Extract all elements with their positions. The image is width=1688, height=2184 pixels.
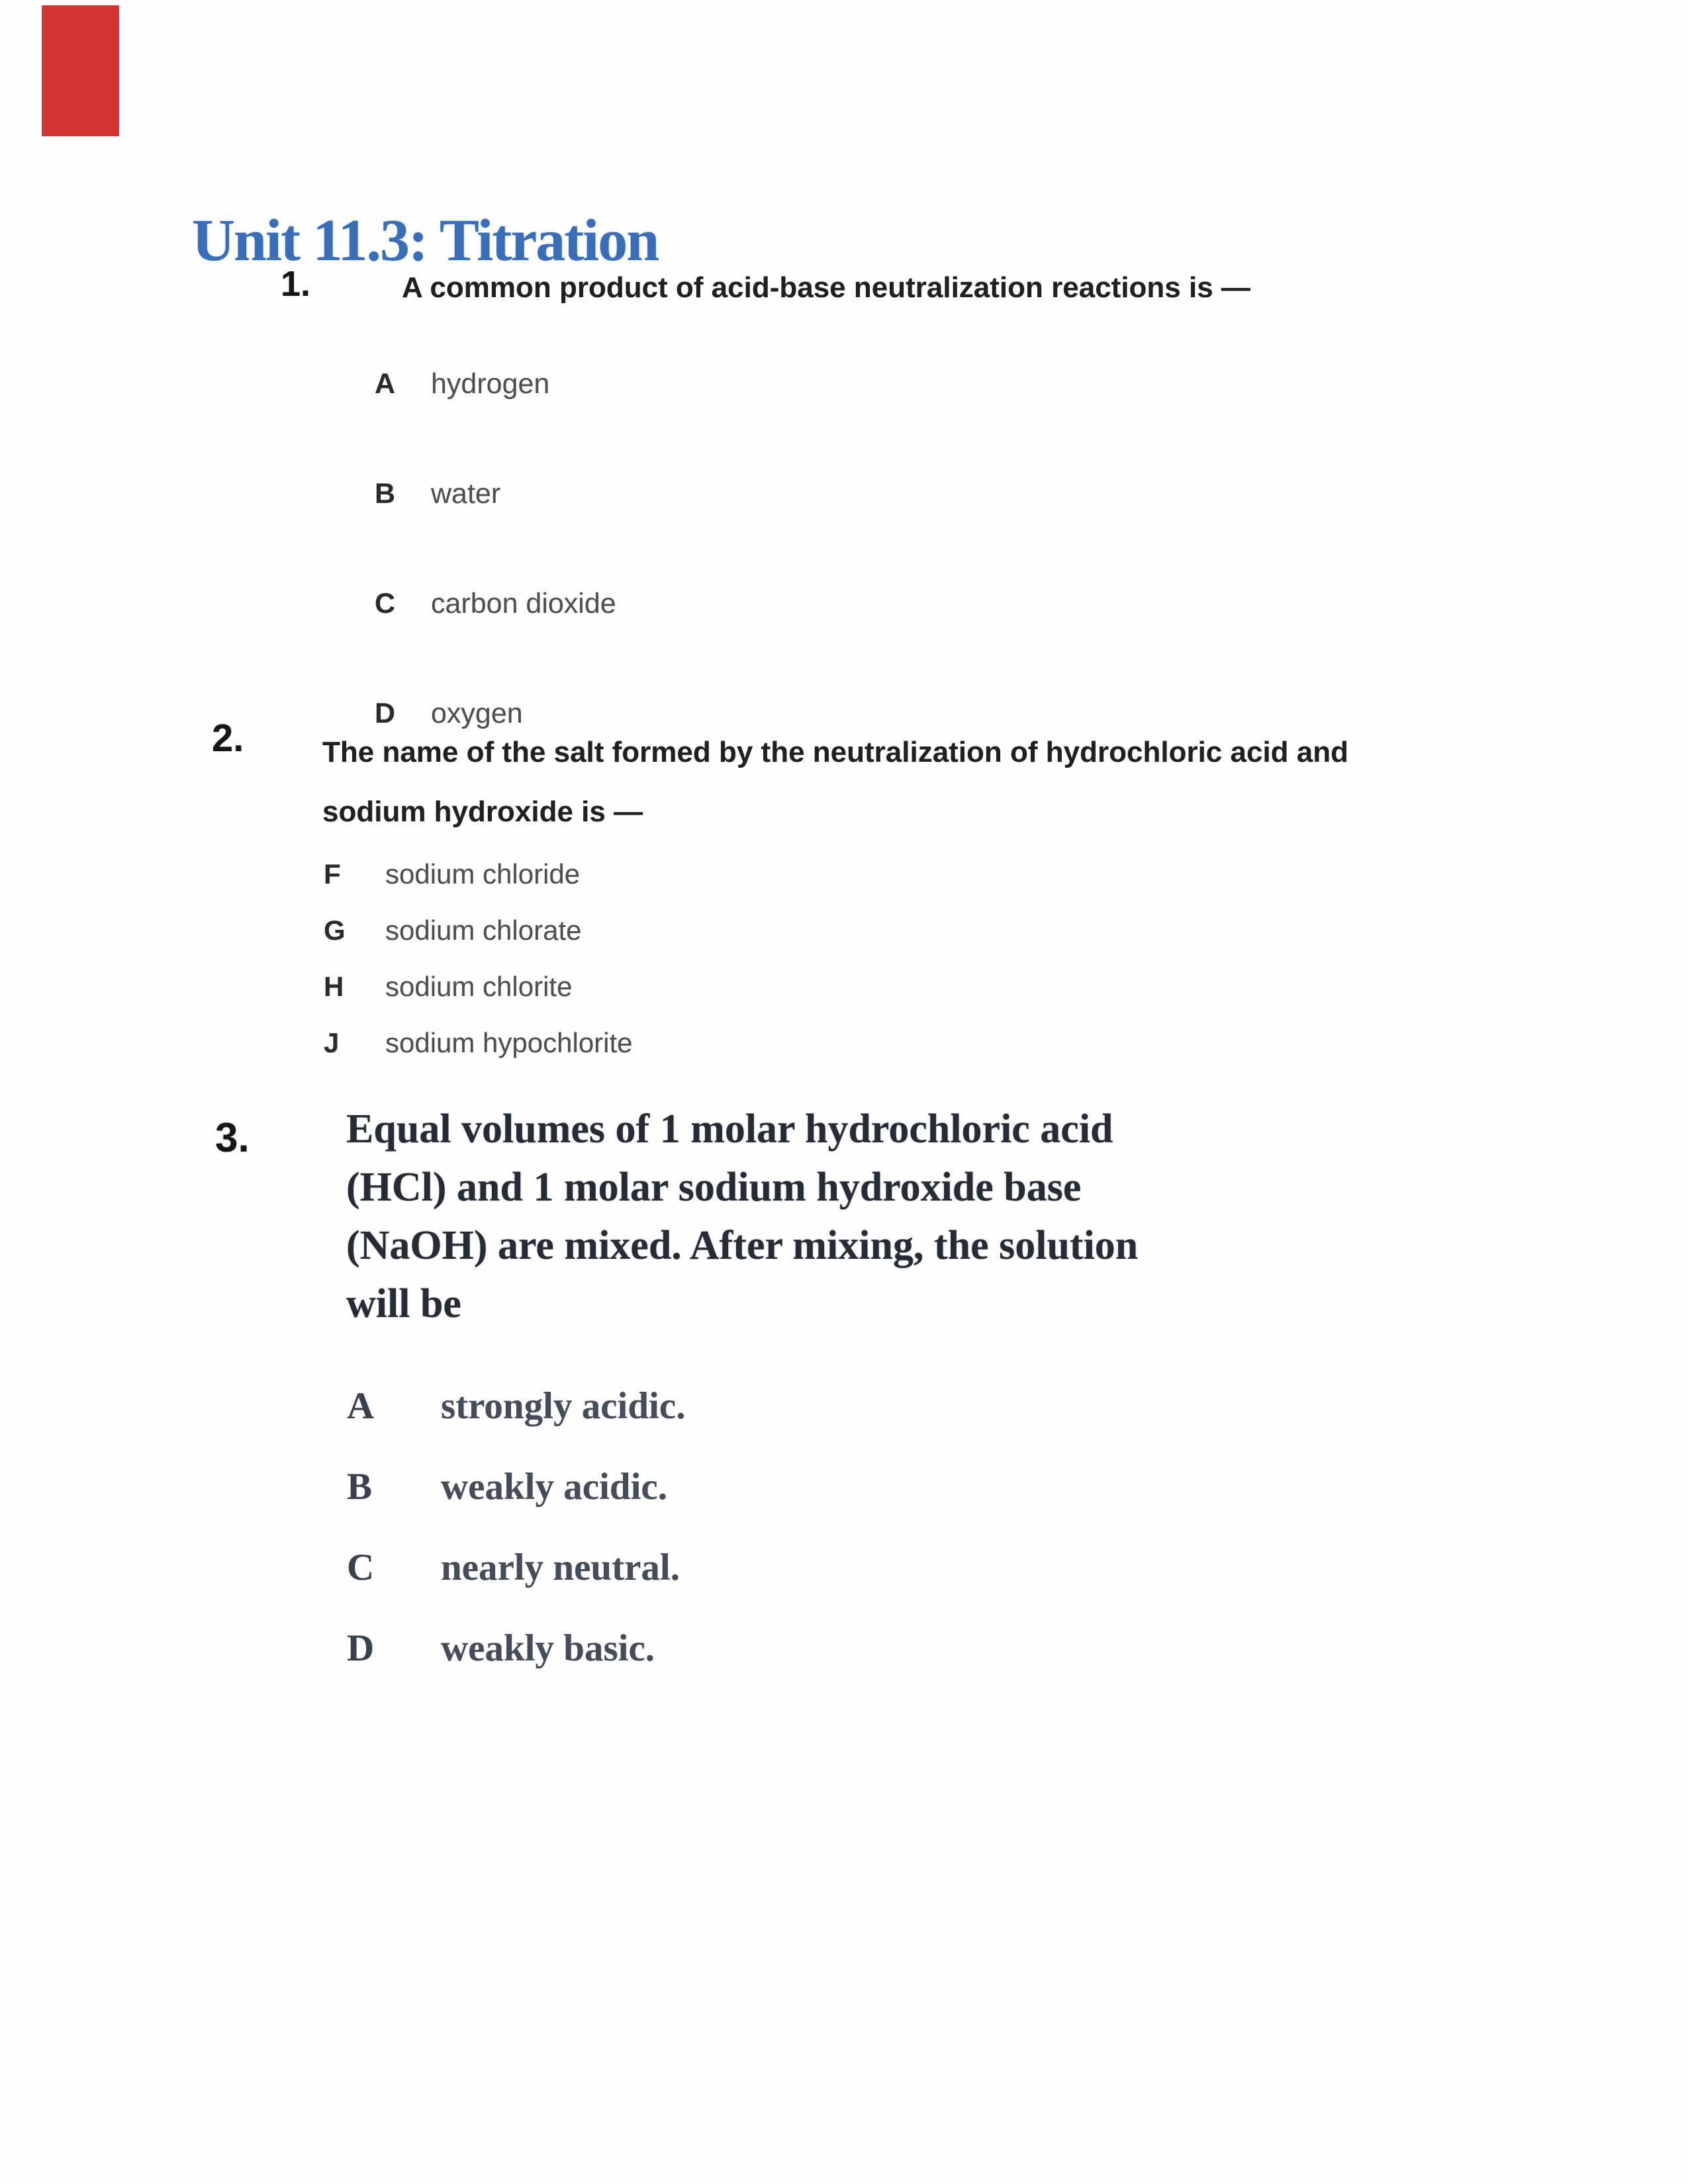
option-text: sodium hypochlorite bbox=[385, 1027, 633, 1058]
option-text: sodium chlorate bbox=[385, 915, 582, 946]
option-text: water bbox=[431, 478, 501, 510]
question-3-line: Equal volumes of 1 molar hydrochloric acid bbox=[346, 1107, 1113, 1152]
option-letter: B bbox=[375, 478, 396, 510]
question-3-text bbox=[346, 1100, 1138, 1333]
option-letter: F bbox=[324, 858, 341, 889]
option-letter: B bbox=[347, 1466, 373, 1508]
option-letter: D bbox=[347, 1627, 375, 1669]
option-letter: C bbox=[347, 1547, 375, 1588]
option-letter: D bbox=[375, 698, 396, 729]
option-text: oxygen bbox=[431, 698, 523, 729]
question-1-text bbox=[402, 269, 1250, 307]
question-3-line: (HCl) and 1 molar sodium hydroxide base bbox=[346, 1165, 1082, 1210]
question-2-option-h bbox=[324, 971, 572, 1003]
question-2-number: 2. bbox=[212, 717, 244, 760]
question-3-option-b bbox=[347, 1465, 667, 1508]
option-letter: C bbox=[375, 588, 396, 619]
question-1-number: 1. bbox=[281, 264, 311, 304]
question-3-option-c bbox=[347, 1546, 680, 1589]
option-text: hydrogen bbox=[431, 368, 550, 400]
question-2-option-f bbox=[324, 858, 580, 890]
option-text: sodium chlorite bbox=[385, 971, 573, 1002]
question-1-option-c bbox=[375, 588, 616, 620]
option-letter: A bbox=[347, 1385, 375, 1427]
page-title: Unit 11.3: Titration bbox=[192, 208, 659, 274]
option-letter: H bbox=[324, 971, 344, 1002]
question-1-line: A common product of acid-base neutralization reactions is — bbox=[402, 271, 1250, 304]
option-text: carbon dioxide bbox=[431, 588, 616, 619]
question-3-option-a bbox=[347, 1385, 685, 1428]
question-2-option-g bbox=[324, 915, 581, 946]
option-text: nearly neutral. bbox=[441, 1547, 680, 1588]
red-corner-marker bbox=[42, 5, 119, 136]
question-1-option-a bbox=[375, 368, 549, 400]
question-3-line: (NaOH) are mixed. After mixing, the solution bbox=[346, 1223, 1139, 1268]
question-2-option-j bbox=[324, 1027, 633, 1059]
option-text: weakly basic. bbox=[441, 1627, 655, 1669]
option-text: weakly acidic. bbox=[441, 1466, 667, 1508]
question-2-line: The name of the salt formed by the neutralization of hydrochloric acid and bbox=[322, 736, 1348, 768]
question-3-line: will be bbox=[346, 1281, 461, 1326]
option-text: strongly acidic. bbox=[441, 1385, 686, 1427]
question-3-option-d bbox=[347, 1627, 655, 1670]
option-letter: A bbox=[375, 368, 396, 400]
option-letter: G bbox=[324, 915, 346, 946]
option-text: sodium chloride bbox=[385, 858, 581, 889]
question-1-option-b bbox=[375, 478, 500, 510]
question-3-number: 3. bbox=[215, 1115, 250, 1161]
option-letter: J bbox=[324, 1027, 340, 1058]
question-2-text bbox=[322, 723, 1554, 842]
question-2-line: sodium hydroxide is — bbox=[322, 796, 643, 828]
